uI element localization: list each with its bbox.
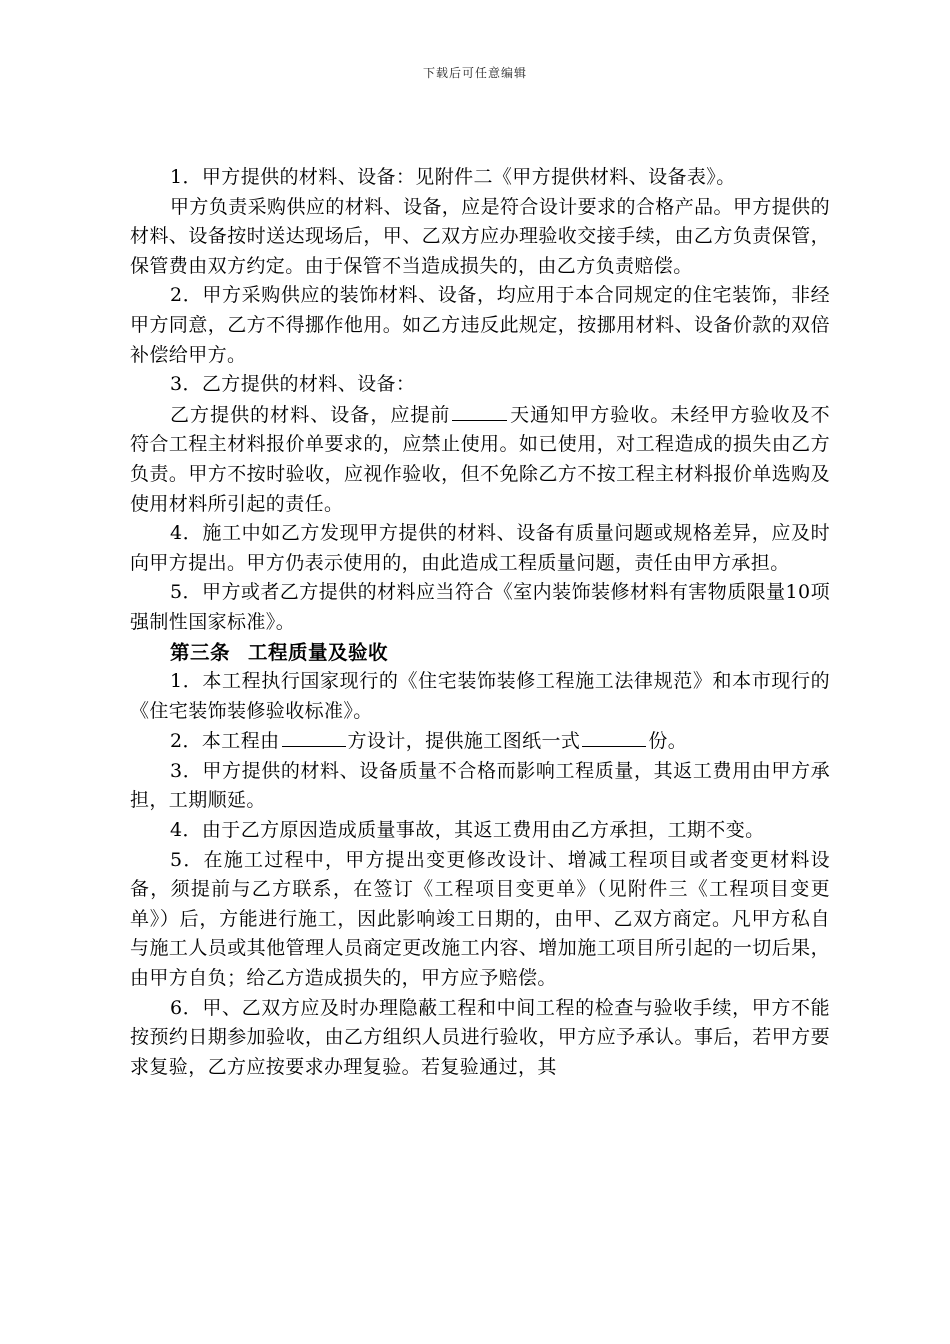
text-segment: 天通知甲方验收。未经甲方验收及不符合工程主材料报价单要求的，应禁止使用。如已使用，对工程造成的损失由乙方负责。甲方不按时验收，应视作验收，但不免除乙方不按工程主材料报价单选购及使用材料所引起的责任。 — [130, 403, 830, 515]
clause-material-supply-1: 1．甲方提供的材料、设备：见附件二《甲方提供材料、设备表》。 — [170, 166, 736, 188]
clause-quality-issue: 4．施工中如乙方发现甲方提供的材料、设备有质量问题或规格差异，应及时向甲方提出。甲方仍表示使用的，由此造成工程质量问题，责任由甲方承担。 — [130, 522, 830, 574]
text-segment: 2．本工程由 — [170, 730, 280, 753]
clause-material-supply-2: 甲方负责采购供应的材料、设备，应是符合设计要求的合格产品。甲方提供的材料、设备按时送达现场后，甲、乙双方应办理验收交接手续，由乙方负责保管，保管费由双方约定。由于保管不当造成损失的，由乙方负责赔偿。 — [130, 195, 830, 277]
clause-contractor-materials: 3．乙方提供的材料、设备： — [170, 373, 416, 396]
article-title: 工程质量及验收 — [248, 640, 389, 664]
text-segment: 份。 — [648, 730, 688, 753]
fill-in-blank-copies[interactable] — [582, 726, 646, 747]
fill-in-blank-designer[interactable] — [282, 726, 346, 747]
clause-design — [130, 726, 830, 757]
clause-material-use: 2．甲方采购供应的装饰材料、设备，均应用于本合同规定的住宅装饰，非经甲方同意，乙方不得挪作他用。如乙方违反此规定，按挪用材料、设备价款的双倍补偿给甲方。 — [130, 284, 830, 366]
text-segment: 方设计，提供施工图纸一式 — [347, 730, 581, 753]
page-header: 下载后可任意编辑 — [422, 66, 527, 80]
clause-rework-client: 3．甲方提供的材料、设备质量不合格而影响工程质量，其返工费用由甲方承担，工期顺延。 — [130, 759, 830, 812]
clause-design-change: 5．在施工过程中，甲方提出变更修改设计、增减工程项目或者变更材料设备，须提前与乙方联系，在签订《工程项目变更单》（见附件三《工程项目变更单》）后，方能进行施工，因此影响竣工日期的，由甲、乙双方商定。凡甲方私自与施工人员或其他管理人员商定更改施工内容、增加施工项目所引起的一切后果，由甲方自负；给乙方造成损失的，甲方应予赔偿。 — [130, 848, 830, 990]
clause-standard-compliance: 5．甲方或者乙方提供的材料应当符合《室内装饰装修材料有害物质限量10项强制性国家标准》。 — [130, 581, 830, 633]
clause-concealed-inspection: 6．甲、乙双方应及时办理隐蔽工程和中间工程的检查与验收手续，甲方不能按预约日期参加验收，由乙方组织人员进行验收，甲方应予承认。事后，若甲方要求复验，乙方应按要求办理复验。若复验通过，其 — [130, 996, 830, 1078]
document-body — [130, 163, 830, 1082]
clause-quality-standard: 1．本工程执行国家现行的《住宅装饰装修工程施工法律规范》和本市现行的《住宅装饰装修验收标准》。 — [130, 670, 830, 722]
fill-in-blank-days[interactable] — [452, 400, 507, 421]
clause-rework-contractor: 4．由于乙方原因造成质量事故，其返工费用由乙方承担，工期不变。 — [170, 819, 765, 842]
text-segment: 乙方提供的材料、设备，应提前 — [170, 403, 451, 426]
article-number: 第三条 — [170, 640, 231, 664]
section-heading — [130, 638, 830, 668]
clause-contractor-materials-detail — [130, 400, 830, 519]
